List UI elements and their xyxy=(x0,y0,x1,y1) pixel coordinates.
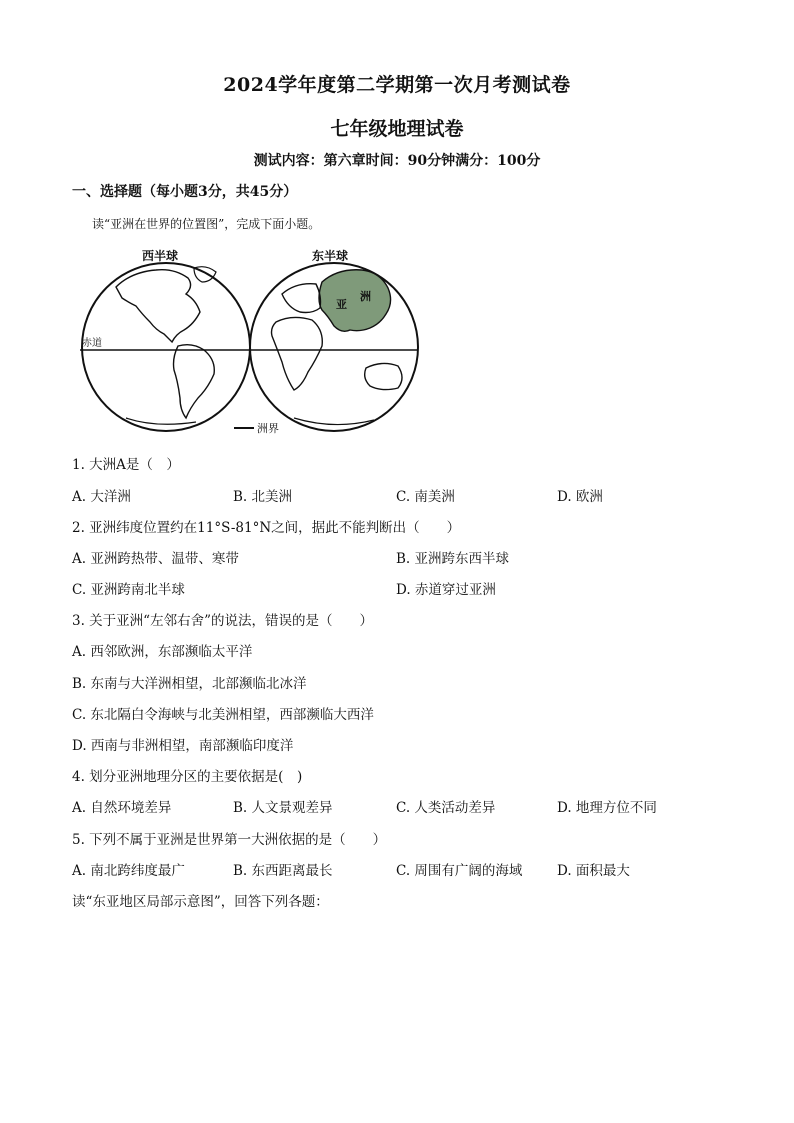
africa-shape xyxy=(272,317,323,390)
equator-label: 赤道 xyxy=(82,338,102,349)
west-hemisphere-label: 西半球 xyxy=(142,249,179,263)
option[interactable]: D. 地理方位不同 xyxy=(557,800,657,816)
europe-shape xyxy=(282,284,321,313)
south-america-shape xyxy=(174,345,215,418)
option[interactable]: C. 南美洲 xyxy=(396,489,455,505)
option[interactable]: D. 赤道穿过亚洲 xyxy=(396,582,496,598)
australia-shape xyxy=(365,363,402,389)
option[interactable]: D. 西南与非洲相望，南部濒临印度洋 xyxy=(72,738,294,754)
option[interactable]: D. 面积最大 xyxy=(557,863,630,879)
option[interactable]: D. 欧洲 xyxy=(557,489,603,505)
asia-label-second: 洲 xyxy=(360,290,371,303)
option[interactable]: B. 东西距离最长 xyxy=(233,863,333,879)
next-section-intro: 读“东亚地区局部示意图”，回答下列各题： xyxy=(72,894,329,910)
section-intro: 读“亚洲在世界的位置图”，完成下面小题。 xyxy=(92,217,321,231)
option[interactable]: C. 周围有广阔的海域 xyxy=(396,863,523,879)
option[interactable]: A. 西邻欧洲，东部濒临太平洋 xyxy=(72,644,253,660)
question-stem: 4. 划分亚洲地理分区的主要依据是( ) xyxy=(72,769,303,785)
exam-info: 测试内容：第六章时间：90分钟满分：100分 xyxy=(253,153,541,169)
east-hemisphere-label: 东半球 xyxy=(312,249,349,263)
question-stem: 5. 下列不属于亚洲是世界第一大洲依据的是（ ） xyxy=(72,832,387,848)
option[interactable]: C. 人类活动差异 xyxy=(396,800,496,816)
option[interactable]: B. 北美洲 xyxy=(233,489,293,505)
option[interactable]: B. 人文景观差异 xyxy=(233,800,333,816)
option[interactable]: A. 南北跨纬度最广 xyxy=(72,863,185,879)
asia-shape xyxy=(319,270,391,332)
option[interactable]: A. 自然环境差异 xyxy=(72,800,172,816)
western-hemisphere xyxy=(82,248,250,431)
asia-location-map xyxy=(76,242,426,442)
section-heading: 一、选择题（每小题3分，共45分） xyxy=(72,184,298,200)
eastern-hemisphere xyxy=(250,248,418,431)
asia-label-first: 亚 xyxy=(336,298,347,311)
option[interactable]: C. 东北隔白令海峡与北美洲相望，西部濒临大西洋 xyxy=(72,707,374,723)
question-stem: 3. 关于亚洲“左邻右舍”的说法，错误的是（ ） xyxy=(72,613,373,629)
legend-label: 洲界 xyxy=(257,422,279,435)
exam-title: 2024学年度第二学期第一次月考测试卷 xyxy=(223,74,571,96)
option[interactable]: B. 东南与大洋洲相望，北部濒临北冰洋 xyxy=(72,676,307,692)
option[interactable]: A. 大洋洲 xyxy=(72,489,131,505)
option[interactable]: B. 亚洲跨东西半球 xyxy=(396,551,510,567)
exam-subject: 七年级地理试卷 xyxy=(330,118,464,140)
option[interactable]: C. 亚洲跨南北半球 xyxy=(72,582,185,598)
question-stem: 2. 亚洲纬度位置约在11°S-81°N之间，据此不能判断出（ ） xyxy=(72,520,461,536)
option[interactable]: A. 亚洲跨热带、温带、寒带 xyxy=(72,551,239,567)
question-stem: 1. 大洲A是（ ） xyxy=(72,457,180,473)
north-america-shape xyxy=(116,270,200,342)
